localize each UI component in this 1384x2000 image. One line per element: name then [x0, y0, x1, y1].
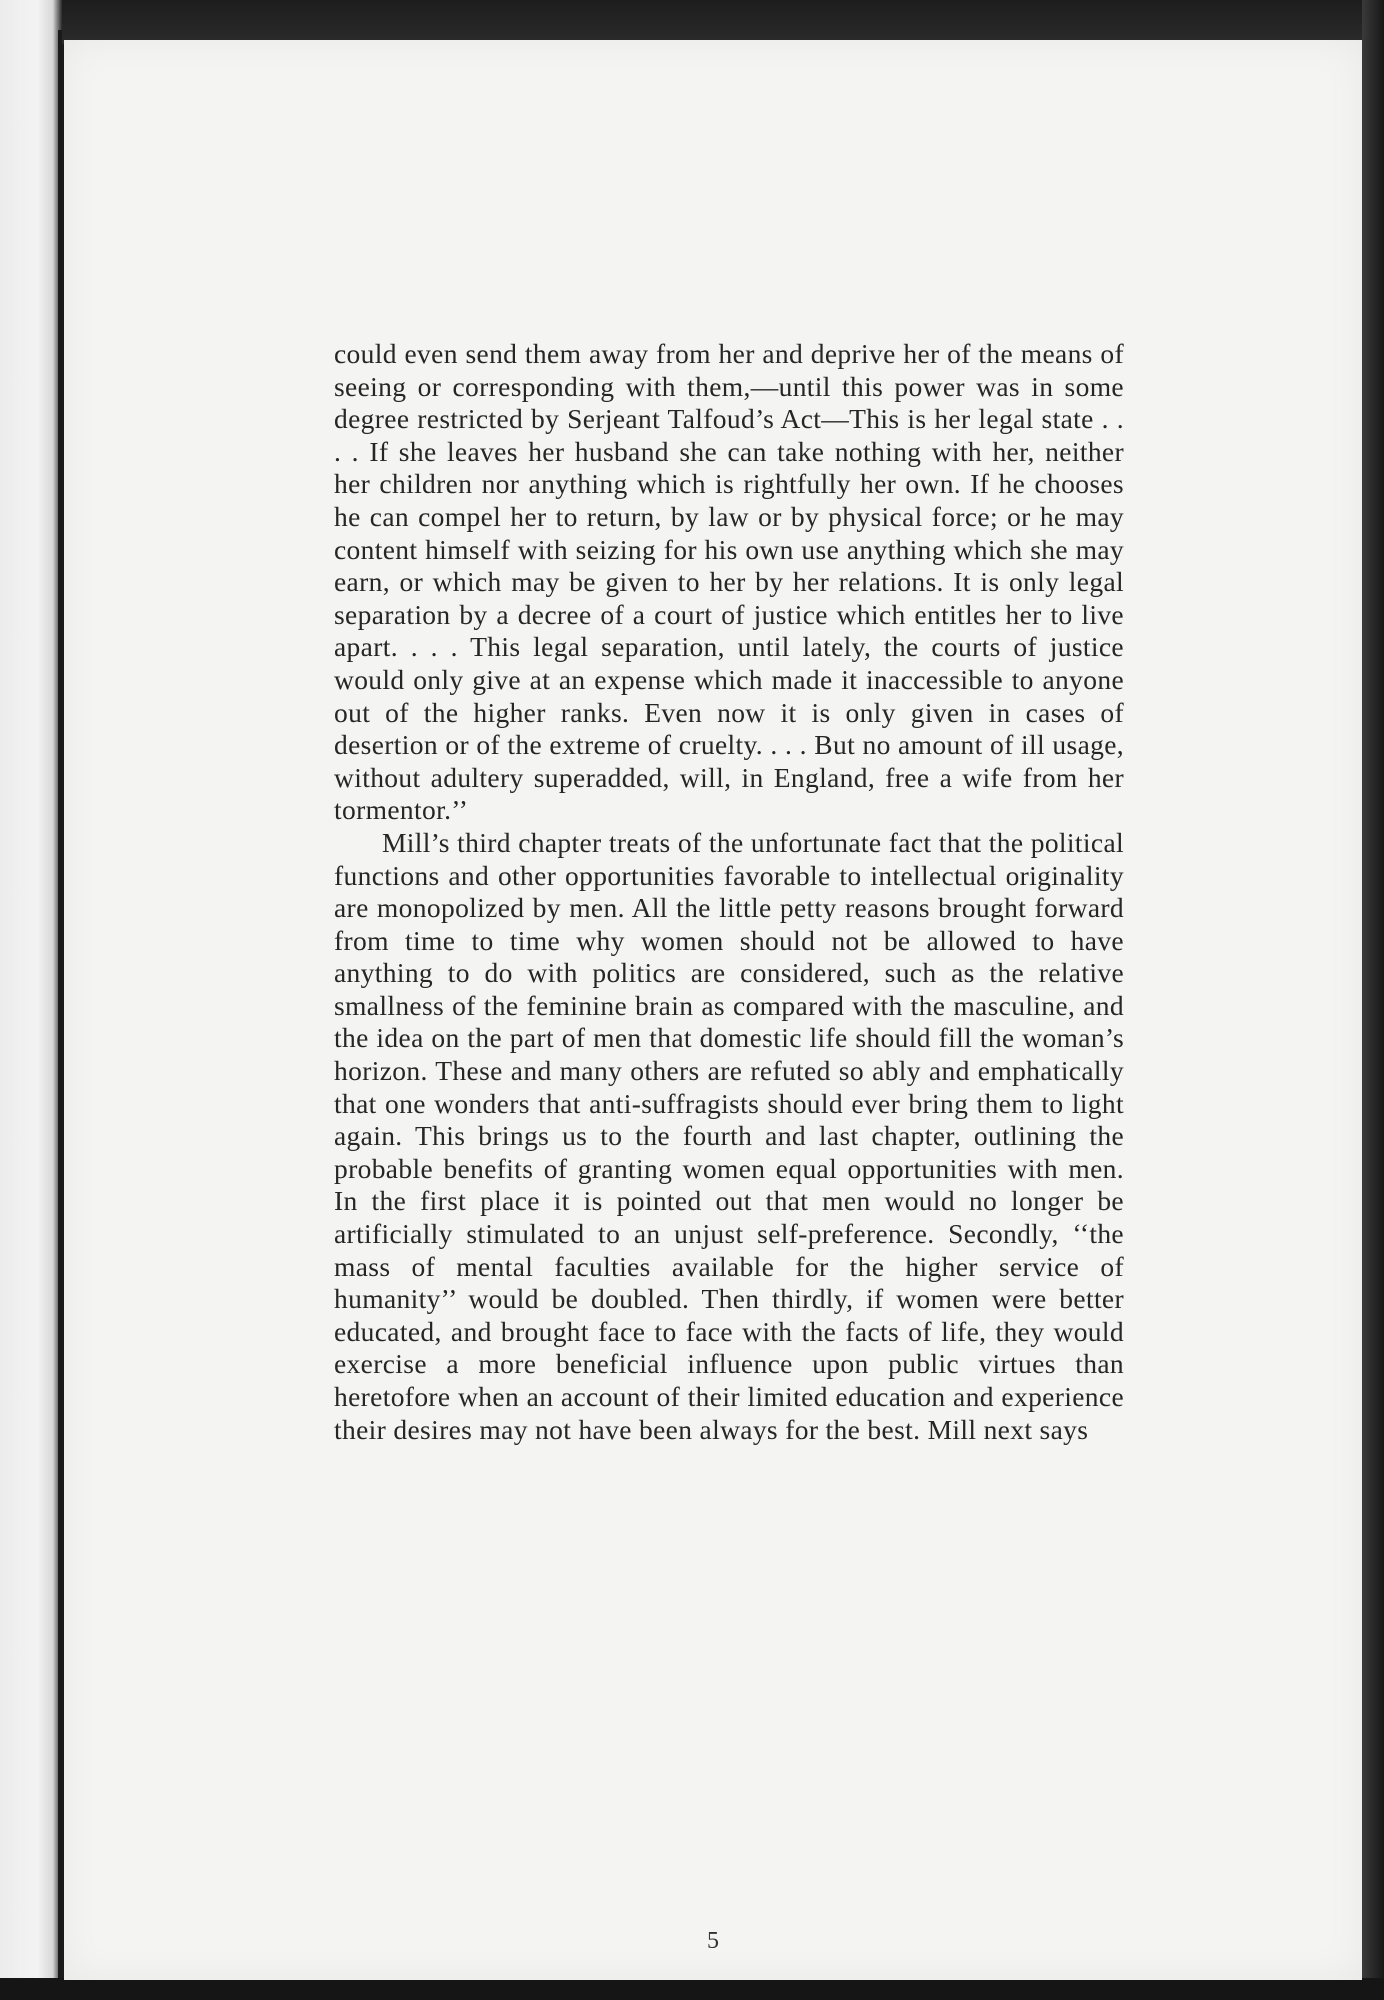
- binding-edge: [0, 0, 62, 2000]
- top-shadow: [62, 0, 1362, 44]
- right-shadow: [1362, 0, 1384, 2000]
- paragraph-quote-continuation: could even send them away from her and deprive her of the means of seeing or corresponding with them,—until this power was in some degree restricted by Serjeant Talfoud’s Act—This is her legal state . . . . If she leaves her husband she can take nothing with her, neither her children nor anything which is rightfully her own. If he chooses he can compel her to return, by law or by physical force; or he may content himself with seizing for his own use anything which she may earn, or which may be given to her by her relations. It is only legal separation by a decree of a court of justice which entitles her to live apart. . . . This legal separation, until lately, the courts of justice would only give at an expense which made it inaccessible to anyone out of the higher ranks. Even now it is only given in cases of desertion or of the extreme of cruelty. . . . But no amount of ill usage, without adultery superadded, will, in England, free a wife from her tormentor.’’: [334, 338, 1124, 826]
- page-number: 5: [707, 1928, 719, 1954]
- paragraph-mill-chapters: Mill’s third chapter treats of the unfortunate fact that the political functions and other opportunities favorable to intellectual originality are monopolized by men. All the little petty reasons brought forward from time to time why women should not be allowed to have anything to do with politics are considered, such as the relative smallness of the feminine brain as compared with the masculine, and the idea on the part of men that domestic life should fill the woman’s horizon. These and many others are refuted so ably and emphatically that one wonders that anti-suffragists should ever bring them to light again. This brings us to the fourth and last chapter, outlining the probable benefits of granting women equal opportunities with men. In the first place it is pointed out that men would no longer be artificially stimulated to an unjust self-preference. Secondly, ‘‘the mass of mental faculties available for the higher service of humanity’’ would be doubled. Then thirdly, if women were better educated, and brought face to face with the facts of life, they would exercise a more beneficial influence upon public virtues than heretofore when an account of their limited education and experience their desires may not have been always for the best. Mill next says: [334, 826, 1124, 1445]
- body-text: [334, 338, 1124, 1446]
- bottom-shadow: [0, 1978, 1384, 2000]
- book-page: [64, 40, 1362, 1980]
